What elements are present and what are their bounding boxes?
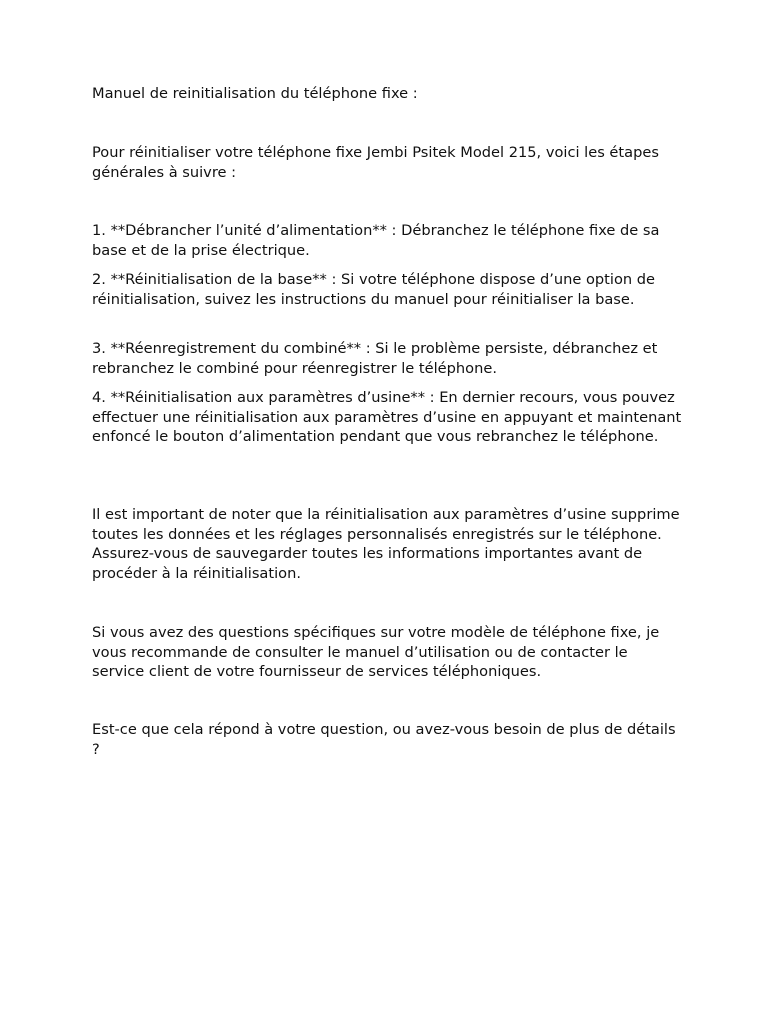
step-4: 4. **Réinitialisation aux paramètres d’usine** : En dernier recours, vous pouvez effectuer une réinitialisation aux paramètres d’usine en appuyant et maintenant enfoncé le bouton d’alimentation pendant que vous rebranchez le téléphone. bbox=[92, 389, 682, 446]
intro-paragraph: Pour réinitialiser votre téléphone fixe Jembi Psitek Model 215, voici les étapes générales à suivre : bbox=[92, 144, 659, 181]
closing-question: Est-ce que cela répond à votre question, ou avez-vous besoin de plus de détails ? bbox=[92, 721, 676, 758]
step-1: 1. **Débrancher l’unité d’alimentation** : Débranchez le téléphone fixe de sa base et de la prise électrique. bbox=[92, 222, 660, 259]
step-2: 2. **Réinitialisation de la base** : Si votre téléphone dispose d’une option de réinitialisation, suivez les instructions du manuel pour réinitialiser la base. bbox=[92, 271, 656, 308]
document-title: Manuel de reinitialisation du téléphone fixe : bbox=[92, 85, 418, 102]
advice-paragraph: Si vous avez des questions spécifiques sur votre modèle de téléphone fixe, je vous recommande de consulter le manuel d’utilisation ou de contacter le service client de votre fournisseur de services téléphoniques. bbox=[92, 624, 660, 681]
step-3: 3. **Réenregistrement du combiné** : Si le problème persiste, débranchez et rebranchez le combiné pour réenregistrer le téléphone. bbox=[92, 340, 658, 377]
note-paragraph: Il est important de noter que la réinitialisation aux paramètres d’usine supprime toutes les données et les réglages personnalisés enregistrés sur le téléphone. Assurez-vous de sauvegarder toutes les informations importantes avant de procéder à la réinitialisation. bbox=[92, 506, 680, 583]
